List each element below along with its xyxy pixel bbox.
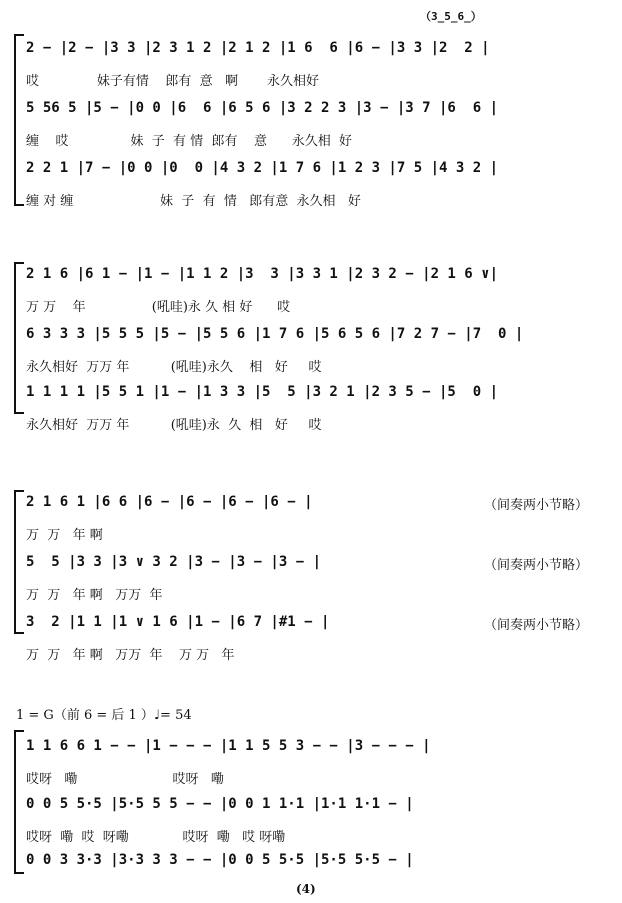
system-1-line-2-lyrics: 缠 哎 妹 子 有 情 郎有 意 永久相 好: [26, 134, 353, 149]
system-3-line-2-lyrics: 万 万 年 啊 万万 年: [26, 588, 163, 603]
system-4-bracket: [14, 730, 24, 874]
intro-annotation: （3̲5̲6̲）: [420, 10, 482, 23]
system-2-bracket: [14, 262, 24, 414]
key-tempo-marking: 1 = G（前 6 = 后 1 ）♩= 54: [16, 708, 192, 723]
system-1-line-2-notes: 5 56 5 |5 − |0 0 |6 6 |6 5 6 |3 2 2 3 |3 − |3 7 |6 6 |: [26, 100, 499, 116]
system-4-line-3-notes: 0 0 3 3·3 |3·3 3 3 − − |0 0 5 5·5 |5·5 5·5 − |: [26, 852, 414, 868]
system-2-line-2-notes: 6 3 3 3 |5 5 5 |5 − |5 5 6 |1 7 6 |5 6 5 6 |7 2 7 − |7 0 |: [26, 326, 524, 342]
system-3-line-2-notes: 5 5 |3 3 |3 ∨ 3 2 |3 − |3 − |3 − |: [26, 554, 322, 570]
system-2-line-3-lyrics: 永久相好 万万 年 (吼哇)永 久 相 好 哎: [26, 418, 322, 433]
system-4-line-2-notes: 0 0 5 5·5 |5·5 5 5 − − |0 0 1 1·1 |1·1 1·1 − |: [26, 796, 414, 812]
system-1-line-3-notes: 2 2 1 |7 − |0 0 |0 0 |4 3 2 |1 7 6 |1 2 3 |7 5 |4 3 2 |: [26, 160, 499, 176]
system-2-line-1-notes: 2 1 6 |6 1 − |1 − |1 1 2 |3 3 |3 3 1 |2 3 2 − |2 1 6 ∨|: [26, 266, 499, 282]
system-3-line-1-notes: 2 1 6 1 |6 6 |6 − |6 − |6 − |6 − |: [26, 494, 313, 510]
system-2-line-1-lyrics: 万 万 年 (吼哇)永 久 相 好 哎: [26, 300, 291, 315]
system-3-line-1-aside: （间奏两小节略）: [484, 498, 589, 513]
system-3-line-1-lyrics: 万 万 年 啊: [26, 528, 103, 543]
system-3-line-3-notes: 3 2 |1 1 |1 ∨ 1 6 |1 − |6 7 |#1 − |: [26, 614, 330, 630]
system-1-line-1-lyrics: 哎 妹子有情 郎有 意 啊 永久相好: [26, 74, 319, 89]
system-3-line-3-lyrics: 万 万 年 啊 万万 年 万 万 年: [26, 648, 235, 663]
system-1-bracket: [14, 34, 24, 206]
system-4-line-2-lyrics: 哎呀 嘞 哎 呀嘞 哎呀 嘞 哎 呀嘞: [26, 830, 286, 845]
system-2-line-2-lyrics: 永久相好 万万 年 (吼哇)永久 相 好 哎: [26, 360, 322, 375]
system-3-line-3-aside: （间奏两小节略）: [484, 618, 589, 633]
system-1-line-3-lyrics: 缠 对 缠 妹 子 有 情 郎有意 永久相 好: [26, 194, 361, 209]
system-1-line-1-notes: 2 − |2 − |3 3 |2 3 1 2 |2 1 2 |1 6 6 |6 − |3 3 |2 2 |: [26, 40, 490, 56]
system-4-line-1-notes: 1 1 6 6 1 − − |1 − − − |1 1 5 5 3 − − |3 − − − |: [26, 738, 431, 754]
system-2-line-3-notes: 1 1 1 1 |5 5 1 |1 − |1 3 3 |5 5 |3 2 1 |2 3 5 − |5 0 |: [26, 384, 499, 400]
system-3-line-2-aside: （间奏两小节略）: [484, 558, 589, 573]
system-4-line-1-lyrics: 哎呀 嘞 哎呀 嘞: [26, 772, 224, 787]
system-3-bracket: [14, 490, 24, 634]
page-number: (4): [296, 882, 316, 896]
